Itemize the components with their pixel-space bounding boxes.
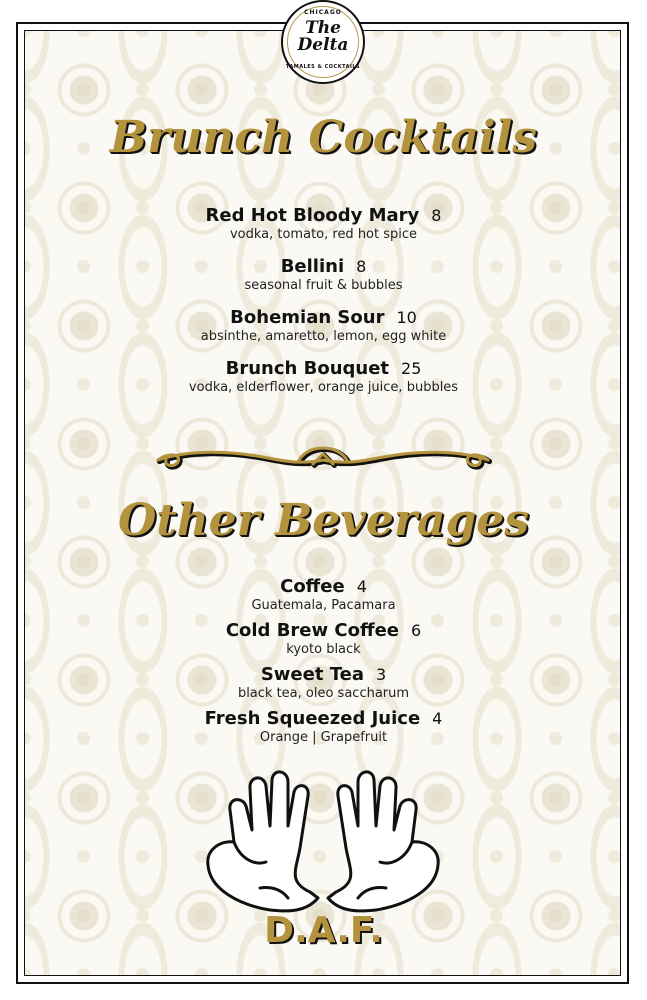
menu-item (0, 708, 647, 752)
item-description: Orange | Grapefruit (259, 730, 388, 745)
item-name: Fresh Squeezed Juice (204, 708, 421, 729)
brunch-items (0, 205, 647, 409)
menu-item (0, 307, 647, 358)
gold-scroll-divider-icon (148, 442, 498, 478)
logo-name-line1: The (305, 18, 341, 38)
daf-mark: D.A.F. (264, 910, 383, 951)
menu-item (0, 664, 647, 708)
logo-tagline: TAMALES & COCKTAILS (285, 64, 361, 70)
item-description: absinthe, amaretto, lemon, egg white (200, 329, 447, 344)
item-name: Bohemian Sour (230, 307, 385, 328)
menu-item (0, 576, 647, 620)
item-description: vodka, elderflower, orange juice, bubbles (188, 380, 459, 395)
item-name: Red Hot Bloody Mary (205, 205, 420, 226)
logo-name (283, 20, 363, 54)
item-price: 3 (375, 665, 387, 684)
item-description: Guatemala, Pacamara (251, 598, 396, 613)
item-price: 6 (410, 621, 422, 640)
menu-item (0, 620, 647, 664)
item-name: Cold Brew Coffee (225, 620, 399, 641)
item-description: vodka, tomato, red hot spice (229, 227, 418, 242)
item-price: 25 (401, 359, 422, 378)
item-name: Brunch Bouquet (225, 358, 390, 379)
item-price: 4 (356, 577, 367, 596)
menu-item (0, 358, 647, 409)
gloved-hands-heart-icon (200, 770, 446, 920)
brunch-cocktails-title: Brunch Cocktails (109, 112, 538, 163)
menu-item (0, 205, 647, 256)
menu-item (0, 256, 647, 307)
item-price: 10 (396, 308, 417, 327)
other-beverages-title: Other Beverages (117, 495, 530, 546)
item-name: Coffee (280, 576, 345, 597)
item-price: 8 (356, 257, 367, 276)
item-description: kyoto black (286, 642, 361, 657)
other-items (0, 576, 647, 752)
item-name: Bellini (280, 256, 345, 277)
item-description: black tea, oleo saccharum (237, 686, 410, 701)
delta-logo (281, 0, 365, 84)
item-price: 8 (431, 206, 442, 225)
logo-name-line2: Delta (297, 35, 349, 55)
logo-city: CHICAGO (304, 9, 342, 16)
item-price: 4 (432, 709, 443, 728)
item-name: Sweet Tea (260, 664, 364, 685)
item-description: seasonal fruit & bubbles (244, 278, 403, 293)
